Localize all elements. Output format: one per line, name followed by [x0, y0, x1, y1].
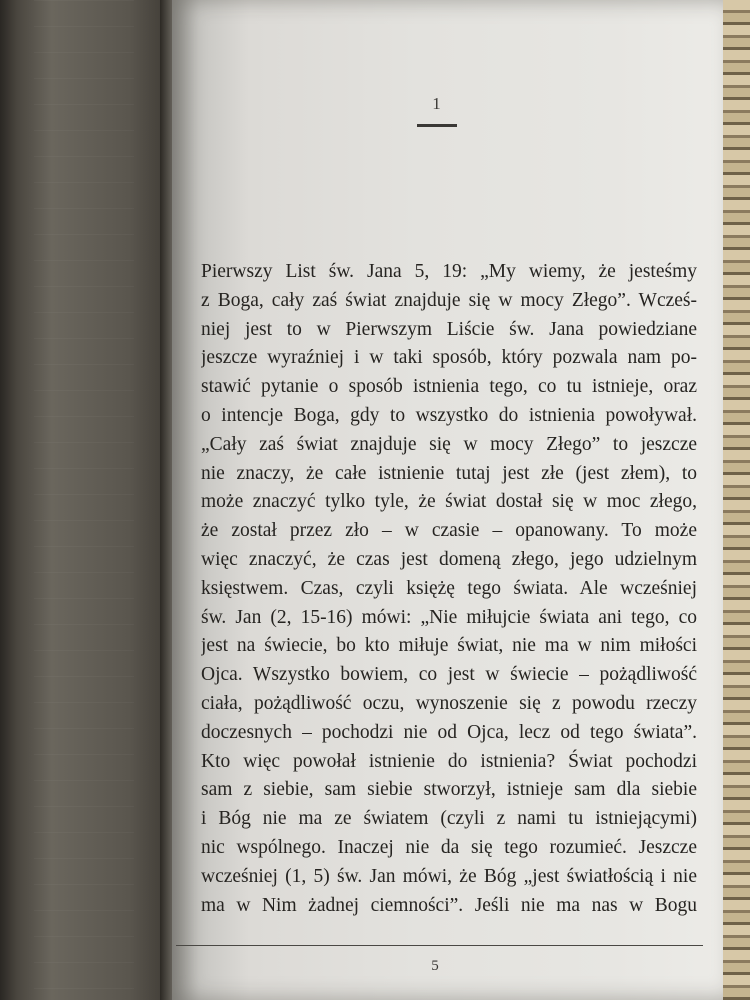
body-text	[201, 258, 697, 920]
text-line: sam z siebie, sam siebie stworzył, istnieje sam dla siebie	[201, 779, 697, 801]
text-line: może znaczyć tylko tyle, że świat dostał się w moc złego,	[201, 491, 697, 513]
text-line: stawić pytanie o sposób istnienia tego, co tu istnieje, oraz	[201, 376, 697, 398]
text-line: że został przez zło – w czasie – opanowany. To może	[201, 520, 697, 542]
text-line: i Bóg nie ma ze światem (czyli z nami tu istniejącymi)	[201, 808, 697, 830]
text-line: o intencje Boga, gdy to wszystko do istnienia powoływał.	[201, 404, 697, 426]
chapter-rule	[417, 124, 457, 127]
chapter-number: 1	[432, 94, 442, 113]
text-line: jeszcze wyraźniej i w taki sposób, który pozwala nam po-	[201, 347, 697, 369]
text-line: księstwem. Czas, czyli księżę tego świata. Ale wcześniej	[201, 577, 697, 599]
woven-placemat	[720, 0, 750, 1000]
text-line: ciała, pożądliwość oczu, wynoszenie się z powodu rzeczy	[201, 692, 697, 714]
text-line: więc znaczyć, że czas jest domeną złego, jego udzielnym	[201, 548, 697, 570]
text-line: wcześniej (1, 5) św. Jan mówi, że Bóg „jest światłością i nie	[201, 865, 697, 887]
footer-rule	[176, 945, 703, 946]
text-line: jest na świecie, bo kto miłuje świat, nie ma w nim miłości	[201, 635, 697, 657]
previous-page-shading	[34, 0, 134, 1000]
page-number: 5	[431, 958, 439, 974]
previous-page	[0, 0, 172, 1000]
text-line: nic wspólnego. Inaczej nie da się tego rozumieć. Jeszcze	[201, 836, 697, 858]
text-line: doczesnych – pochodzi nie od Ojca, lecz od tego świata”.	[201, 721, 697, 743]
text-line: nie znaczy, że całe istnienie tutaj jest złe (jest złem), to	[201, 462, 697, 484]
text-line: niej jest to w Pierwszym Liście św. Jana powiedziane	[201, 318, 697, 340]
text-line: „Cały zaś świat znajduje się w mocy Złego” to jeszcze	[201, 433, 697, 455]
text-line: Ojca. Wszystko bowiem, co jest w świecie – pożądliwość	[201, 664, 697, 686]
text-line: ma w Nim żadnej ciemności”. Jeśli nie ma nas w Bogu	[201, 894, 697, 916]
text-line: Kto więc powołał istnienie do istnienia? Świat pochodzi	[201, 750, 697, 772]
text-line: z Boga, cały zaś świat znajduje się w mocy Złego”. Wcześ-	[201, 289, 697, 311]
text-line: św. Jan (2, 15-16) mówi: „Nie miłujcie świata ani tego, co	[201, 606, 697, 628]
text-line: Pierwszy List św. Jana 5, 19: „My wiemy, że jesteśmy	[201, 261, 697, 282]
book-page	[172, 0, 723, 1000]
